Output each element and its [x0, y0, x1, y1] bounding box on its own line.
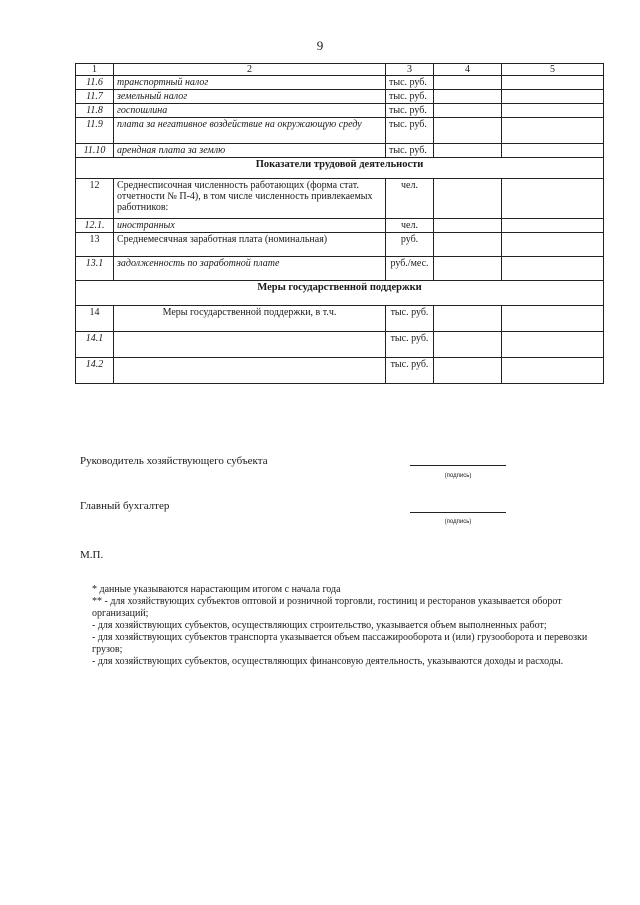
row-name: госпошлина	[114, 104, 386, 118]
row-unit: чел.	[386, 179, 434, 219]
value-cell	[434, 90, 502, 104]
row-name: арендная плата за землю	[114, 144, 386, 158]
value-cell	[502, 257, 604, 281]
footnote: ** - для хозяйствующих субъектов оптовой и розничной торговли, гостиниц и ресторанов указывается оборот организаций;	[92, 596, 562, 619]
header-cell: 4	[434, 64, 502, 76]
value-cell	[434, 219, 502, 233]
header-cell: 1	[76, 64, 114, 76]
value-cell	[502, 144, 604, 158]
value-cell	[502, 358, 604, 384]
head-signature-line	[410, 465, 506, 466]
value-cell	[502, 179, 604, 219]
accountant-signature-caption: (подпись)	[444, 519, 472, 525]
value-cell	[434, 332, 502, 358]
row-unit: тыс. руб.	[386, 118, 434, 144]
section-title-labor: Показатели трудовой деятельности	[76, 158, 604, 179]
row-number: 14	[76, 306, 114, 332]
table-row	[76, 306, 604, 332]
footnote: - для хозяйствующих субъектов, осуществляющих финансовую деятельность, указываются доходы и расходы.	[92, 656, 564, 667]
section-row	[76, 281, 604, 306]
row-number: 11.10	[76, 144, 114, 158]
row-name	[114, 332, 386, 358]
row-unit: тыс. руб.	[386, 104, 434, 118]
row-name: Среднемесячная заработная плата (номинальная)	[114, 233, 386, 257]
value-cell	[502, 332, 604, 358]
row-number: 11.6	[76, 76, 114, 90]
value-cell	[434, 179, 502, 219]
accountant-signature-line	[410, 512, 506, 513]
row-unit: чел.	[386, 219, 434, 233]
value-cell	[434, 257, 502, 281]
table-row	[76, 179, 604, 219]
value-cell	[434, 76, 502, 90]
row-unit: руб.	[386, 233, 434, 257]
row-name: иностранных	[114, 219, 386, 233]
row-name: Среднесписочная численность работающих (форма стат. отчетности № П-4), в том числе численность привлекаемых работников:	[114, 179, 386, 219]
row-number: 13.1	[76, 257, 114, 281]
row-unit: тыс. руб.	[386, 358, 434, 384]
report-table	[75, 63, 604, 384]
table-row	[76, 219, 604, 233]
row-number: 11.7	[76, 90, 114, 104]
row-number: 12	[76, 179, 114, 219]
value-cell	[434, 233, 502, 257]
table-row	[76, 257, 604, 281]
value-cell	[502, 306, 604, 332]
value-cell	[502, 233, 604, 257]
row-name: земельный налог	[114, 90, 386, 104]
stamp-label: М.П.	[80, 549, 104, 561]
row-unit: тыс. руб.	[386, 306, 434, 332]
value-cell	[434, 104, 502, 118]
table-row	[76, 358, 604, 384]
row-number: 14.1	[76, 332, 114, 358]
value-cell	[434, 144, 502, 158]
value-cell	[502, 219, 604, 233]
value-cell	[502, 118, 604, 144]
footnotes	[80, 584, 590, 668]
footnote: - для хозяйствующих субъектов, осуществляющих строительство, указывается объем выполненных работ;	[92, 620, 547, 631]
row-name: транспортный налог	[114, 76, 386, 90]
section-row	[76, 158, 604, 179]
accountant-signature-label: Главный бухгалтер	[80, 500, 170, 512]
row-unit: руб./мес.	[386, 257, 434, 281]
table-row	[76, 118, 604, 144]
table-row	[76, 332, 604, 358]
value-cell	[502, 76, 604, 90]
row-unit: тыс. руб.	[386, 90, 434, 104]
row-name: плата за негативное воздействие на окружающую среду	[114, 118, 386, 144]
value-cell	[434, 306, 502, 332]
table-row	[76, 104, 604, 118]
row-number: 11.8	[76, 104, 114, 118]
row-name: Меры государственной поддержки, в т.ч.	[114, 306, 386, 332]
row-unit: тыс. руб.	[386, 76, 434, 90]
table-row	[76, 76, 604, 90]
row-name: задолженность по заработной плате	[114, 257, 386, 281]
header-cell: 2	[114, 64, 386, 76]
table-row	[76, 144, 604, 158]
table-row	[76, 90, 604, 104]
head-signature-label: Руководитель хозяйствующего субъекта	[80, 455, 268, 467]
head-signature-caption: (подпись)	[444, 473, 472, 479]
row-unit: тыс. руб.	[386, 144, 434, 158]
row-number: 11.9	[76, 118, 114, 144]
row-number: 13	[76, 233, 114, 257]
value-cell	[434, 358, 502, 384]
value-cell	[502, 104, 604, 118]
table-header-row	[76, 64, 604, 76]
section-title-support: Меры государственной поддержки	[76, 281, 604, 306]
row-number: 14.2	[76, 358, 114, 384]
header-cell: 5	[502, 64, 604, 76]
page-number: 9	[316, 38, 324, 53]
header-cell: 3	[386, 64, 434, 76]
row-unit: тыс. руб.	[386, 332, 434, 358]
value-cell	[434, 118, 502, 144]
value-cell	[502, 90, 604, 104]
row-number: 12.1.	[76, 219, 114, 233]
row-name	[114, 358, 386, 384]
footnote: * данные указываются нарастающим итогом с начала года	[92, 584, 341, 595]
footnote: - для хозяйствующих субъектов транспорта указывается объем пассажирооборота и (или) грузооборота и перевозки грузов;	[92, 632, 588, 655]
table-row	[76, 233, 604, 257]
